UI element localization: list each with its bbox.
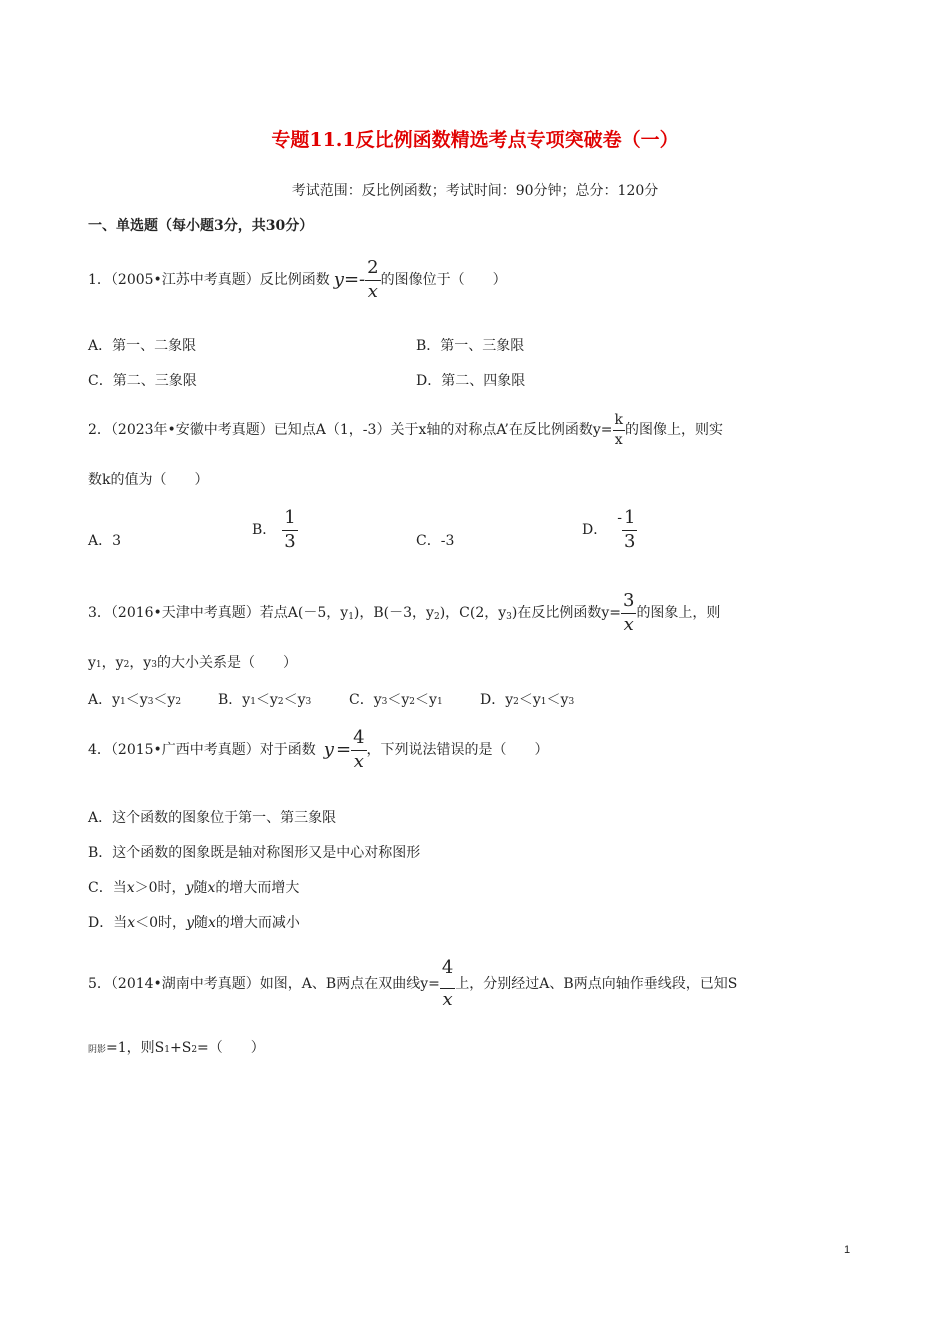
q4-option-d-mid: ＜0时，: [135, 915, 187, 931]
q4-option-d-post: 的增大而减小: [215, 915, 300, 931]
question-3-text-3: )，C(2，y: [439, 605, 507, 621]
question-5-line2: [88, 1041, 265, 1055]
q2-option-a[interactable]: A．3: [88, 533, 122, 549]
q2-option-d[interactable]: [582, 505, 637, 555]
q3-option-b-label: B．y: [218, 692, 251, 708]
q2-denominator: x: [614, 431, 623, 448]
q4-option-b[interactable]: B．这个函数的图象既是轴对称图形又是中心对称图形: [88, 845, 421, 861]
q3-fraction: [621, 589, 636, 635]
q5-line2-sub: 阴影: [88, 1045, 107, 1055]
q3-option-b-sub-3: 3: [305, 697, 312, 707]
q3-option-c-sub-3: 1: [436, 697, 443, 707]
q2-option-b-numerator: 1: [282, 509, 297, 531]
question-3-suffix: 的图象上，则: [636, 605, 721, 621]
q4-option-d-y: y: [186, 915, 194, 931]
q3-line2-sub-3: 3: [151, 660, 157, 670]
q2-fraction: [613, 413, 625, 447]
q3-sub-1: 1: [348, 612, 354, 622]
q3-denominator: x: [623, 613, 634, 635]
q5-line2-c: =（ ）: [197, 1040, 265, 1056]
q3-option-a-label: A．y: [88, 692, 121, 708]
q3-line2-text-1: ，y: [101, 655, 124, 671]
question-2-text: 2．（2023年•安徽中考真题）已知点A（1，-3）关于x轴的对称点A’在反比例函数y=: [88, 422, 613, 438]
q2-option-d-fraction: [622, 506, 637, 552]
q3-option-b[interactable]: [218, 693, 311, 707]
q4-numerator: 4: [351, 729, 366, 751]
q3-option-b-mid-2: ＜y: [283, 692, 306, 708]
q3-sub-2: 2: [433, 612, 440, 622]
q5-line2-a: =1，则S: [106, 1040, 165, 1056]
q3-option-c-mid-1: ＜y: [387, 692, 410, 708]
q4-option-c-x2: x: [207, 880, 216, 896]
q3-option-a-mid-2: ＜y: [153, 692, 176, 708]
question-3-text: 3．（2016•天津中考真题）若点A(－5，y: [88, 605, 349, 621]
q4-option-d[interactable]: [88, 916, 300, 930]
q2-option-b-fraction: [282, 506, 297, 552]
q4-option-d-pre: D．当: [88, 915, 128, 931]
q4-option-c-x: x: [126, 880, 135, 896]
q1-numerator: 2: [365, 259, 380, 281]
question-3: [88, 590, 720, 636]
question-5: [88, 944, 737, 1024]
q3-option-a-sub-1: 1: [120, 697, 126, 707]
q3-option-c-mid-2: ＜y: [415, 692, 437, 708]
q2-option-b[interactable]: [252, 505, 298, 555]
q3-option-a[interactable]: [88, 693, 181, 707]
q3-line2-y1: y: [88, 655, 96, 671]
question-2: [88, 405, 723, 455]
q3-option-b-sub-2: 2: [277, 697, 284, 707]
q2-numerator: k: [613, 413, 625, 431]
q3-option-c-sub-2: 2: [409, 697, 416, 707]
page-title: 专题11.1反比例函数精选考点专项突破卷（一）: [271, 129, 679, 151]
q3-line2-sub-2: 2: [123, 660, 130, 670]
q3-option-d-sub-3: 3: [568, 697, 575, 707]
question-1-suffix: 的图像位于（ ）: [380, 272, 507, 288]
q2-option-b-denominator: 3: [284, 530, 296, 552]
q4-option-c[interactable]: [88, 881, 299, 895]
q3-option-b-mid-1: ＜y: [255, 692, 278, 708]
q4-fraction: [351, 726, 366, 772]
q5-denominator: x: [442, 988, 453, 1010]
q5-line2-b: +S: [169, 1040, 192, 1056]
q3-line2-sub-1: 1: [95, 660, 102, 670]
q1-option-a[interactable]: A．第一、二象限: [88, 338, 197, 354]
q3-option-d-sub-2: 1: [540, 697, 547, 707]
q3-option-a-mid-1: ＜y: [125, 692, 148, 708]
q3-option-d-mid-2: ＜y: [546, 692, 569, 708]
q1-option-b[interactable]: B．第一、三象限: [416, 338, 525, 354]
question-5-suffix: 上，分别经过A、B两点向轴作垂线段，已知S: [455, 976, 738, 992]
q4-denominator: x: [353, 750, 364, 772]
question-1: [88, 250, 507, 310]
q3-numerator: 3: [621, 592, 636, 614]
section-heading: 一、单选题（每小题3分，共30分）: [88, 218, 314, 234]
question-3-text-4: )在反比例函数y=: [511, 605, 621, 621]
question-3-line2: [88, 656, 297, 670]
question-3-text-2: )，B(－3，y: [353, 605, 434, 621]
q5-line2-s1: 1: [164, 1045, 170, 1055]
q2-option-d-label: D．: [582, 522, 608, 538]
q3-line2-text-3: 的大小关系是（ ）: [156, 655, 297, 671]
question-4-suffix: ，下列说法错误的是（ ）: [366, 742, 549, 758]
q2-option-d-numerator: 1: [622, 509, 637, 531]
question-2-line2: 数k的值为（ ）: [88, 472, 209, 488]
q3-line2-text-2: ，y: [129, 655, 152, 671]
exam-info: 考试范围：反比例函数；考试时间：90分钟；总分：120分: [291, 183, 659, 199]
q2-option-d-sign: -: [617, 510, 622, 526]
q3-option-c[interactable]: [349, 693, 443, 707]
q3-option-d-mid-1: ＜y: [518, 692, 541, 708]
question-4: [88, 722, 549, 778]
q3-option-d[interactable]: [480, 693, 574, 707]
q5-line2-s2: 2: [191, 1045, 198, 1055]
question-5-text: 5．（2014•湖南中考真题）如图，A、B两点在双曲线y=: [88, 976, 440, 992]
q4-option-a[interactable]: A．这个函数的图象位于第一、第三象限: [88, 810, 337, 826]
q1-fraction: [365, 256, 380, 302]
q4-option-c-mid2: 随: [193, 880, 208, 896]
q3-option-a-sub-3: 2: [175, 697, 182, 707]
q4-option-d-mid2: 随: [193, 915, 208, 931]
q3-option-c-sub-1: 3: [381, 697, 388, 707]
page-number: 1: [844, 1244, 851, 1256]
q4-option-c-post: 的增大而增大: [215, 880, 300, 896]
question-4-text: 4．（2015•广西中考真题）对于函数: [88, 742, 316, 758]
q3-option-a-sub-2: 3: [147, 697, 154, 707]
question-2-suffix: 的图像上，则实: [624, 422, 723, 438]
q3-option-b-sub-1: 1: [250, 697, 256, 707]
q4-option-c-mid: ＞0时，: [134, 880, 186, 896]
q4-option-d-x: x: [127, 915, 136, 931]
q1-denominator: x: [367, 280, 378, 302]
q3-option-d-label: D．y: [480, 692, 514, 708]
q3-sub-3: 3: [506, 612, 512, 622]
q5-fraction: [440, 956, 455, 1010]
q1-option-d[interactable]: D．第二、四象限: [416, 373, 526, 389]
q2-option-d-denominator: 3: [623, 530, 636, 552]
question-1-text: 1．（2005•江苏中考真题）反比例函数: [88, 272, 330, 288]
q1-y: y: [333, 269, 344, 290]
q4-option-c-y: y: [185, 880, 194, 896]
q4-option-d-x2: x: [207, 915, 216, 931]
q5-numerator: 4: [440, 959, 455, 989]
q2-option-c[interactable]: C．-3: [416, 533, 455, 549]
q3-option-c-label: C．y: [349, 692, 382, 708]
q1-option-c[interactable]: C．第二、三象限: [88, 373, 197, 389]
q3-option-d-sub-1: 2: [513, 697, 519, 707]
q4-y: y: [323, 739, 334, 760]
q4-eq: =: [335, 739, 352, 760]
q1-eq: =-: [343, 269, 366, 290]
q4-option-c-pre: C．当: [88, 880, 127, 896]
q2-option-b-label: B．: [252, 522, 277, 538]
